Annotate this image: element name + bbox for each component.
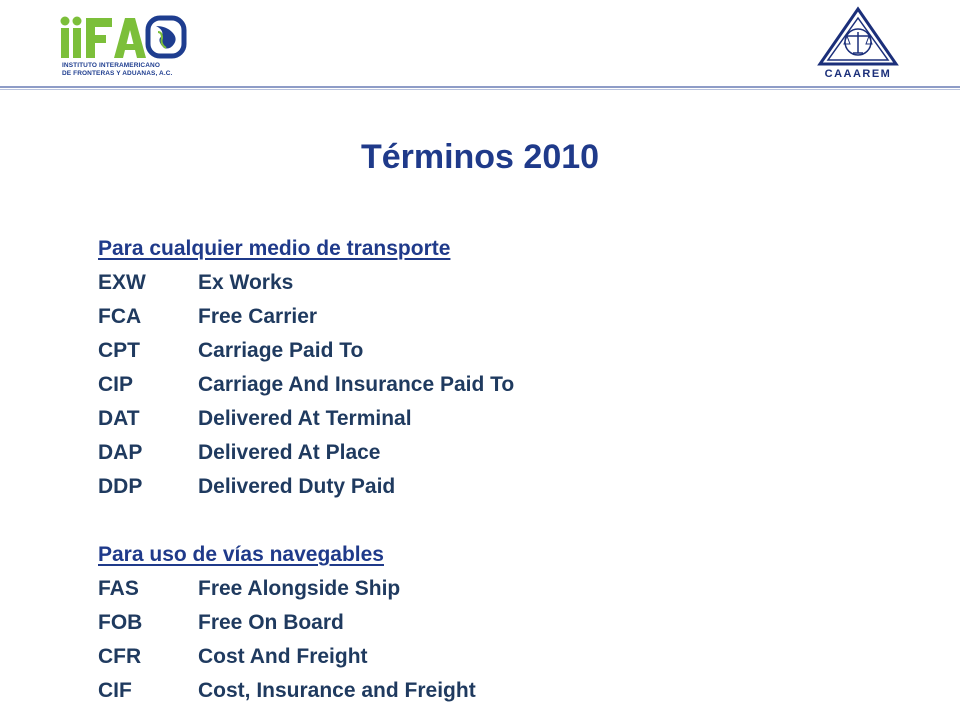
header-divider-secondary bbox=[0, 89, 960, 90]
term-name: Cost And Freight bbox=[198, 645, 368, 668]
scales-of-justice-icon bbox=[808, 6, 908, 68]
term-name: Free Alongside Ship bbox=[198, 577, 401, 600]
iifa-name-line1: INSTITUTO INTERAMERICANO bbox=[62, 62, 160, 69]
term-row bbox=[98, 674, 858, 708]
term-row bbox=[98, 402, 858, 436]
term-code: CIP bbox=[98, 373, 134, 396]
term-code: EXW bbox=[98, 271, 146, 294]
term-name: Delivered At Terminal bbox=[198, 407, 412, 430]
slide-content bbox=[98, 232, 858, 708]
term-name: Carriage And Insurance Paid To bbox=[198, 373, 515, 396]
term-code: CFR bbox=[98, 645, 142, 668]
term-row bbox=[98, 572, 858, 606]
term-code: CPT bbox=[98, 339, 140, 362]
term-name: Delivered At Place bbox=[198, 441, 381, 464]
term-code: DAT bbox=[98, 407, 140, 430]
caaarem-wordmark: CAAAREM bbox=[824, 68, 892, 80]
iifa-logo bbox=[58, 14, 188, 76]
slide-title: Términos 2010 bbox=[360, 138, 600, 176]
term-name: Free On Board bbox=[198, 611, 344, 634]
term-code: CIF bbox=[98, 679, 132, 702]
term-row bbox=[98, 436, 858, 470]
iifa-wordmark-icon bbox=[58, 14, 188, 62]
iifa-name-line2: DE FRONTERAS Y ADUANAS, A.C. bbox=[62, 70, 173, 77]
header-divider bbox=[0, 86, 960, 88]
section-spacer bbox=[98, 504, 858, 538]
term-row bbox=[98, 470, 858, 504]
term-code: FCA bbox=[98, 305, 142, 328]
term-name: Delivered Duty Paid bbox=[198, 475, 396, 498]
term-row bbox=[98, 368, 858, 402]
term-name: Ex Works bbox=[198, 271, 294, 294]
term-code: FAS bbox=[98, 577, 139, 600]
term-row bbox=[98, 606, 858, 640]
term-code: DDP bbox=[98, 475, 143, 498]
term-name: Carriage Paid To bbox=[198, 339, 364, 362]
term-name: Cost, Insurance and Freight bbox=[198, 679, 476, 702]
caaarem-logo bbox=[808, 6, 908, 82]
section-heading-waterways: Para uso de vías navegables bbox=[98, 543, 384, 566]
term-code: DAP bbox=[98, 441, 143, 464]
term-row bbox=[98, 266, 858, 300]
term-row bbox=[98, 640, 858, 674]
term-code: FOB bbox=[98, 611, 143, 634]
term-row bbox=[98, 334, 858, 368]
term-row bbox=[98, 300, 858, 334]
term-name: Free Carrier bbox=[198, 305, 318, 328]
section-heading-any-transport: Para cualquier medio de transporte bbox=[98, 237, 451, 260]
